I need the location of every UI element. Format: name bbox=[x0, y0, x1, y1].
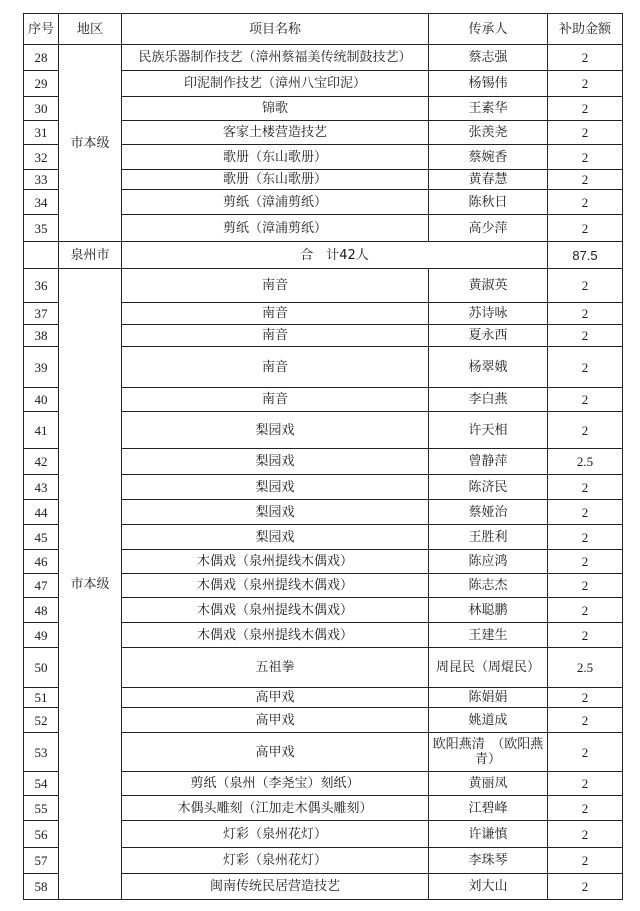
heir-name: 陈娟娟 bbox=[429, 688, 548, 708]
row-no: 51 bbox=[24, 688, 59, 708]
heir-name: 高少萍 bbox=[429, 215, 548, 242]
project-name: 高甲戏 bbox=[122, 688, 429, 708]
heir-name: 陈济民 bbox=[429, 475, 548, 500]
heir-name: 杨翠娥 bbox=[429, 347, 548, 388]
project-name: 锦歌 bbox=[122, 97, 429, 121]
amount: 2.5 bbox=[548, 648, 623, 688]
amount: 2 bbox=[548, 550, 623, 574]
project-name: 南音 bbox=[122, 303, 429, 325]
amount: 2 bbox=[548, 145, 623, 170]
amount: 2 bbox=[548, 623, 623, 648]
heir-name: 蔡志强 bbox=[429, 45, 548, 71]
row-no: 33 bbox=[24, 170, 59, 190]
row-no: 42 bbox=[24, 449, 59, 475]
row-no: 36 bbox=[24, 269, 59, 303]
amount: 2 bbox=[548, 170, 623, 190]
amount: 2 bbox=[548, 500, 623, 525]
row-no: 54 bbox=[24, 772, 59, 796]
amount: 2 bbox=[548, 848, 623, 874]
table-row bbox=[24, 45, 623, 71]
row-no: 45 bbox=[24, 525, 59, 550]
subtotal-label: 合 计42人 bbox=[122, 242, 548, 269]
subtotal-amount: 87.5 bbox=[548, 242, 623, 269]
project-name: 木偶戏（泉州提线木偶戏） bbox=[122, 574, 429, 598]
heir-name: 王建生 bbox=[429, 623, 548, 648]
amount: 2.5 bbox=[548, 449, 623, 475]
heir-name: 姚道成 bbox=[429, 708, 548, 733]
heir-name: 许谦慎 bbox=[429, 821, 548, 848]
row-no: 57 bbox=[24, 848, 59, 874]
project-name: 高甲戏 bbox=[122, 733, 429, 772]
heir-name: 王胜利 bbox=[429, 525, 548, 550]
row-no: 34 bbox=[24, 190, 59, 215]
project-name: 梨园戏 bbox=[122, 475, 429, 500]
row-no: 29 bbox=[24, 71, 59, 97]
amount: 2 bbox=[548, 525, 623, 550]
project-name: 印泥制作技艺（漳州八宝印泥） bbox=[122, 71, 429, 97]
row-no: 47 bbox=[24, 574, 59, 598]
heir-name: 蔡娅治 bbox=[429, 500, 548, 525]
header-project: 项目名称 bbox=[122, 14, 429, 45]
row-no: 55 bbox=[24, 796, 59, 821]
project-name: 梨园戏 bbox=[122, 525, 429, 550]
row-no: 49 bbox=[24, 623, 59, 648]
header-region: 地区 bbox=[59, 14, 122, 45]
amount: 2 bbox=[548, 45, 623, 71]
project-name: 南音 bbox=[122, 388, 429, 412]
row-no: 31 bbox=[24, 121, 59, 145]
project-name: 歌册（东山歌册） bbox=[122, 145, 429, 170]
amount: 2 bbox=[548, 475, 623, 500]
row-no: 58 bbox=[24, 874, 59, 900]
heir-name: 夏永西 bbox=[429, 325, 548, 347]
heir-name: 陈应鸿 bbox=[429, 550, 548, 574]
project-name: 南音 bbox=[122, 347, 429, 388]
heir-name: 蔡婉香 bbox=[429, 145, 548, 170]
row-no: 46 bbox=[24, 550, 59, 574]
header-amount: 补助金额 bbox=[548, 14, 623, 45]
project-name: 灯彩（泉州花灯） bbox=[122, 848, 429, 874]
project-name: 高甲戏 bbox=[122, 708, 429, 733]
project-name: 南音 bbox=[122, 325, 429, 347]
heir-name: 杨锡伟 bbox=[429, 71, 548, 97]
subtotal-row bbox=[24, 242, 623, 269]
row-no: 41 bbox=[24, 412, 59, 449]
amount: 2 bbox=[548, 772, 623, 796]
amount: 2 bbox=[548, 269, 623, 303]
heir-name: 李珠琴 bbox=[429, 848, 548, 874]
amount: 2 bbox=[548, 71, 623, 97]
amount: 2 bbox=[548, 874, 623, 900]
region-cell: 市本级 bbox=[59, 269, 122, 900]
subtotal-no bbox=[24, 242, 59, 269]
heir-name: 张羡尧 bbox=[429, 121, 548, 145]
heir-name: 黄淑英 bbox=[429, 269, 548, 303]
project-name: 梨园戏 bbox=[122, 449, 429, 475]
amount: 2 bbox=[548, 688, 623, 708]
row-no: 37 bbox=[24, 303, 59, 325]
amount: 2 bbox=[548, 821, 623, 848]
row-no: 53 bbox=[24, 733, 59, 772]
amount: 2 bbox=[548, 796, 623, 821]
project-name: 剪纸（泉州（李尧宝）刻纸） bbox=[122, 772, 429, 796]
project-name: 木偶戏（泉州提线木偶戏） bbox=[122, 623, 429, 648]
amount: 2 bbox=[548, 574, 623, 598]
amount: 2 bbox=[548, 97, 623, 121]
amount: 2 bbox=[548, 598, 623, 623]
project-name: 客家土楼营造技艺 bbox=[122, 121, 429, 145]
row-no: 32 bbox=[24, 145, 59, 170]
table-row bbox=[24, 269, 623, 303]
subtotal-region: 泉州市 bbox=[59, 242, 122, 269]
project-name: 灯彩（泉州花灯） bbox=[122, 821, 429, 848]
project-name: 木偶戏（泉州提线木偶戏） bbox=[122, 550, 429, 574]
project-name: 歌册（东山歌册） bbox=[122, 170, 429, 190]
row-no: 56 bbox=[24, 821, 59, 848]
heir-name: 周昆民（周焜民） bbox=[429, 648, 548, 688]
amount: 2 bbox=[548, 708, 623, 733]
heir-name: 黄丽凤 bbox=[429, 772, 548, 796]
header-no: 序号 bbox=[24, 14, 59, 45]
amount: 2 bbox=[548, 347, 623, 388]
heir-name: 陈志杰 bbox=[429, 574, 548, 598]
row-no: 30 bbox=[24, 97, 59, 121]
project-name: 梨园戏 bbox=[122, 500, 429, 525]
row-no: 38 bbox=[24, 325, 59, 347]
heir-name: 李白燕 bbox=[429, 388, 548, 412]
project-name: 木偶头雕刻（江加走木偶头雕刻） bbox=[122, 796, 429, 821]
subsidy-table bbox=[23, 13, 623, 900]
row-no: 28 bbox=[24, 45, 59, 71]
amount: 2 bbox=[548, 412, 623, 449]
heir-name: 王素华 bbox=[429, 97, 548, 121]
project-name: 木偶戏（泉州提线木偶戏） bbox=[122, 598, 429, 623]
project-name: 五祖拳 bbox=[122, 648, 429, 688]
region-cell: 市本级 bbox=[59, 45, 122, 242]
amount: 2 bbox=[548, 215, 623, 242]
header-row bbox=[24, 14, 623, 45]
header-heir: 传承人 bbox=[429, 14, 548, 45]
row-no: 52 bbox=[24, 708, 59, 733]
heir-name: 江碧峰 bbox=[429, 796, 548, 821]
heir-name: 林聪鹏 bbox=[429, 598, 548, 623]
row-no: 50 bbox=[24, 648, 59, 688]
amount: 2 bbox=[548, 325, 623, 347]
project-name: 剪纸（漳浦剪纸） bbox=[122, 215, 429, 242]
row-no: 39 bbox=[24, 347, 59, 388]
heir-name: 曾静萍 bbox=[429, 449, 548, 475]
project-name: 民族乐器制作技艺（漳州蔡福美传统制鼓技艺） bbox=[122, 45, 429, 71]
project-name: 闽南传统民居营造技艺 bbox=[122, 874, 429, 900]
heir-name: 刘大山 bbox=[429, 874, 548, 900]
row-no: 44 bbox=[24, 500, 59, 525]
heir-name: 陈秋日 bbox=[429, 190, 548, 215]
project-name: 梨园戏 bbox=[122, 412, 429, 449]
row-no: 35 bbox=[24, 215, 59, 242]
heir-name: 许天相 bbox=[429, 412, 548, 449]
amount: 2 bbox=[548, 190, 623, 215]
project-name: 剪纸（漳浦剪纸） bbox=[122, 190, 429, 215]
amount: 2 bbox=[548, 733, 623, 772]
row-no: 48 bbox=[24, 598, 59, 623]
row-no: 40 bbox=[24, 388, 59, 412]
amount: 2 bbox=[548, 388, 623, 412]
heir-name: 苏诗咏 bbox=[429, 303, 548, 325]
amount: 2 bbox=[548, 303, 623, 325]
heir-name: 欧阳燕清 （欧阳燕青） bbox=[429, 733, 548, 772]
project-name: 南音 bbox=[122, 269, 429, 303]
row-no: 43 bbox=[24, 475, 59, 500]
heir-name: 黄春慧 bbox=[429, 170, 548, 190]
amount: 2 bbox=[548, 121, 623, 145]
